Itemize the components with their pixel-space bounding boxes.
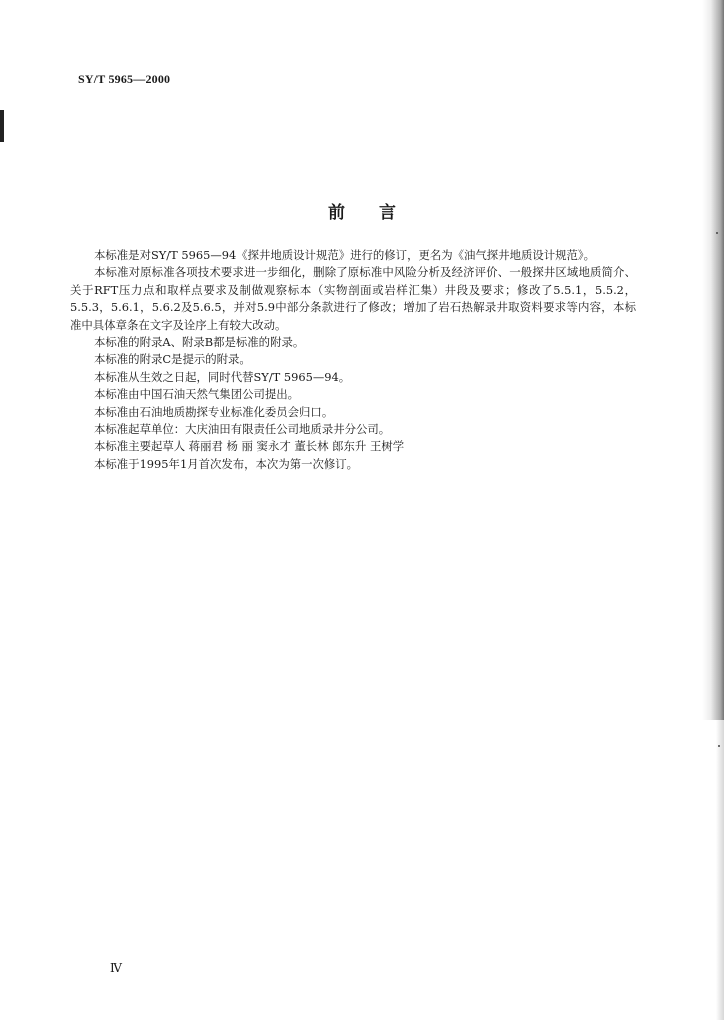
paragraph: 本标准主要起草人 蒋丽君 杨 丽 窦永才 董长林 郎东升 王树学 xyxy=(94,439,405,454)
scan-edge-shadow xyxy=(702,0,724,720)
scan-speck xyxy=(718,745,720,747)
scan-binding-mark xyxy=(0,110,4,142)
paragraph: 本标准由中国石油天然气集团公司提出。 xyxy=(94,387,300,402)
page-number: Ⅳ xyxy=(110,961,122,975)
title-char: 前 xyxy=(328,203,345,223)
page-title xyxy=(0,198,724,223)
paragraph: 本标准由石油地质勘探专业标准化委员会归口。 xyxy=(94,404,334,419)
paragraph: 本标准起草单位：大庆油田有限责任公司地质录井分公司。 xyxy=(94,422,391,437)
paragraph: 本标准的附录C是提示的附录。 xyxy=(94,352,251,367)
paragraph: 本标准从生效之日起，同时代替SY/T 5965—94。 xyxy=(94,369,351,384)
title-char: 言 xyxy=(379,203,396,223)
foreword-body xyxy=(70,247,636,473)
scan-edge-shadow-lower xyxy=(716,720,724,1020)
paragraph: 本标准对原标准各项技术要求进一步细化，删除了原标准中风险分析及经济评价、一般探井区域地质简介、关于RFT压力点和取样点要求及制做观察标本（实物剖面或岩样汇集）井段及要求；修改了5.5.1，5.5.2，5.5.3，5.6.1，5.6.2及5.6.5，并对5.9中部分条款进行了修改；增加了岩石热解录井取资料要求等内容，本标准中具体章条在文字及诠序上有较大改动。 xyxy=(70,265,636,332)
paragraph: 本标准是对SY/T 5965—94《探井地质设计规范》进行的修订，更名为《油气探井地质设计规范》。 xyxy=(94,248,596,262)
scan-speck xyxy=(716,232,718,234)
standard-code: SY/T 5965—2000 xyxy=(78,72,171,86)
paragraph: 本标准于1995年1月首次发布，本次为第一次修订。 xyxy=(94,456,359,471)
paragraph: 本标准的附录A、附录B都是标准的附录。 xyxy=(94,335,305,350)
